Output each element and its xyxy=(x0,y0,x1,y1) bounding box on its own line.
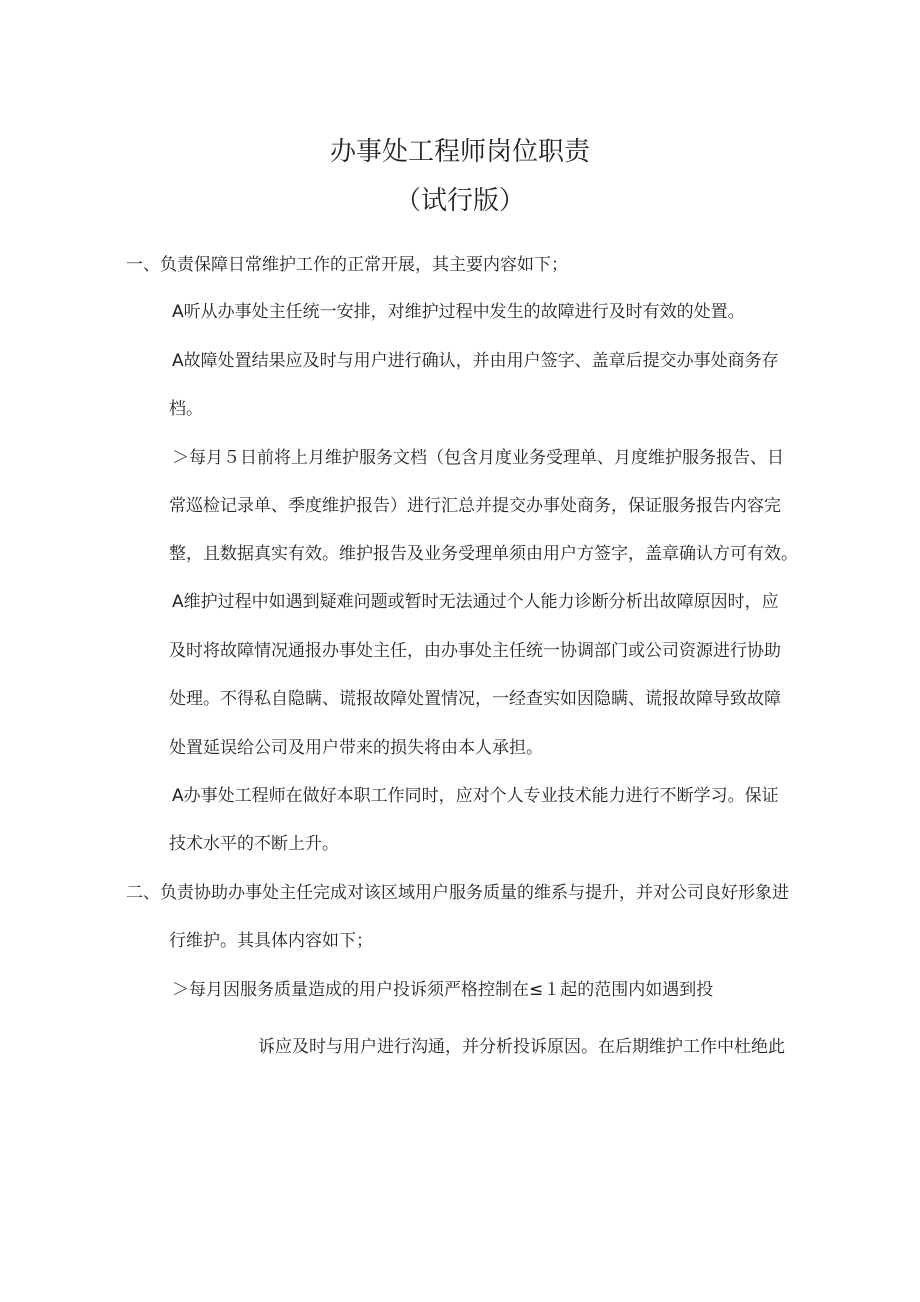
section-1-item-2: A故障处置结果应及时与用户进行确认，并由用户签字、盖章后提交办事处商务存 xyxy=(172,351,779,371)
section-1-item-3: ＞每月５日前将上月维护服务文档（包含月度业务受理单、月度维护服务报告、日 xyxy=(172,448,784,468)
section-2-heading: 二、负责协助办事处主任完成对该区域用户服务质量的维系与提升，并对公司良好形象进 xyxy=(126,883,789,903)
section-1-item-1: A听从办事处主任统一安排，对维护过程中发生的故障进行及时有效的处置。 xyxy=(172,302,745,322)
section-1-item-4-cont-3: 处置延误给公司及用户带来的损失将由本人承担。 xyxy=(169,738,543,758)
document-subtitle: （试行版） xyxy=(394,186,525,216)
section-1-item-2-cont: 档。 xyxy=(169,399,203,419)
section-2-item-1-cont: 诉应及时与用户进行沟通，并分析投诉原因。在后期维护工作中杜绝此 xyxy=(258,1037,785,1057)
section-1-item-3-cont-2: 整，且数据真实有效。维护报告及业务受理单须由用户方签字，盖章确认方可有效。 xyxy=(169,544,798,564)
section-2-heading-cont: 行维护。其具体内容如下； xyxy=(169,931,373,951)
document-title: 办事处工程师岗位职责 xyxy=(329,137,590,167)
section-1-item-4: A维护过程中如遇到疑难问题或暂时无法通过个人能力诊断分析出故障原因时，应 xyxy=(172,592,779,612)
section-1-item-5: A办事处工程师在做好本职工作同时，应对个人专业技术能力进行不断学习。保证 xyxy=(172,786,779,806)
section-1-item-4-cont-1: 及时将故障情况通报办事处主任，由办事处主任统一协调部门或公司资源进行协助 xyxy=(169,641,781,661)
section-1-item-5-cont: 技术水平的不断上升。 xyxy=(169,834,339,854)
section-2-item-1: ＞每月因服务质量造成的用户投诉须严格控制在≤１起的范围内如遇到投 xyxy=(172,980,714,1000)
section-1-heading: 一、负责保障日常维护工作的正常开展，其主要内容如下； xyxy=(126,255,568,275)
section-1-item-3-cont-1: 常巡检记录单、季度维护报告）进行汇总并提交办事处商务，保证服务报告内容完 xyxy=(169,496,781,516)
section-1-item-4-cont-2: 处理。不得私自隐瞒、谎报故障处置情况，一经查实如因隐瞒、谎报故障导致故障 xyxy=(169,689,781,709)
